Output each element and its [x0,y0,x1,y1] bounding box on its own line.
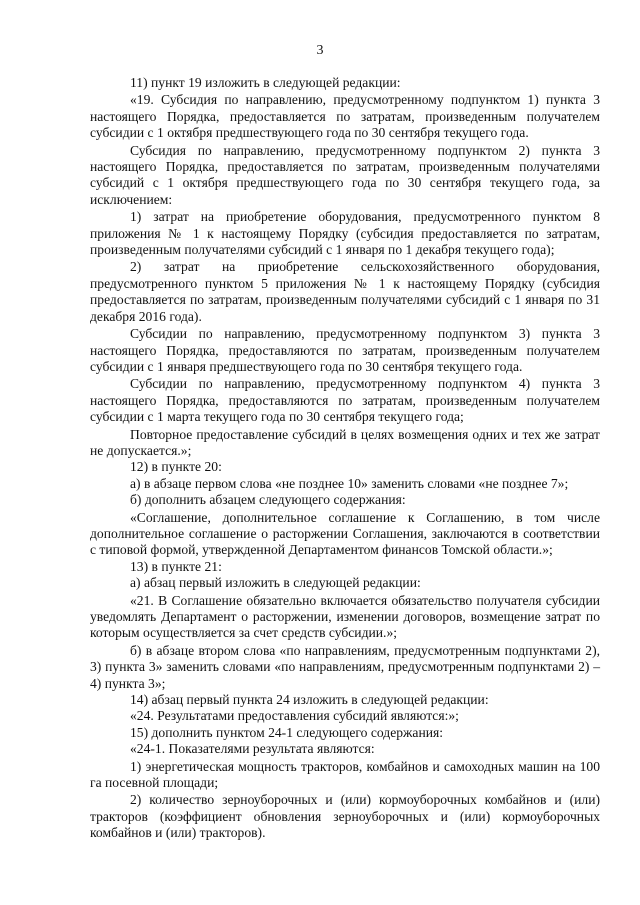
paragraph-exception-2: 2) затрат на приобретение сельскохозяйственного оборудования, предусмотренного пунктом 5 приложения № 1 к настоящему Порядку (субсидия предоставляется по затратам, произведенным получателями субсидий с 1 января по 31 декабря 2016 года). [90,259,600,324]
document-body [90,75,600,842]
paragraph-item-12a: а) в абзаце первом слова «не позднее 10» заменить словами «не позднее 7»; [130,475,569,491]
paragraph-item-13a: а) абзац первый изложить в следующей редакции: [130,575,421,591]
paragraph-agreement: «Соглашение, дополнительное соглашение к Соглашению, в том числе дополнительное соглашение о расторжении Соглашения, заключаются в соответствии с типовой формой, утвержденной Департаментом финансов Томской области.»; [90,509,600,558]
paragraph-subsidy-4: Субсидии по направлению, предусмотренному подпунктом 4) пункта 3 настоящего Порядка, предоставляются по затратам, произведенным получателем субсидии с 1 марта текущего года по 30 сентября текущего года; [90,376,600,425]
paragraph-item-13b: б) в абзаце втором слова «по направлениям, предусмотренным подпунктами 2), 3) пункта 3» заменить словами «по направлениям, предусмотренным подпунктами 2) – 4) пункта 3»; [90,642,600,691]
paragraph-indicator-2: 2) количество зерноуборочных и (или) кормоуборочных комбайнов и (или) тракторов (коэффициент обновления зерноуборочных и (или) кормоуборочных комбайнов и (или) тракторов). [90,792,600,841]
paragraph-point-19: «19. Субсидия по направлению, предусмотренному подпунктом 1) пункта 3 настоящего Порядка, предоставляется по затратам, произведенным получателем субсидии с 1 октября предшествующего года по 30 сентября текущего года. [90,92,600,141]
paragraph-subsidy-2: Субсидия по направлению, предусмотренному подпунктом 2) пункта 3 настоящего Порядка, предоставляется по затратам, произведенным получателями субсидий с 1 октября предшествующего года по 30 сентября текущего года, за исключением: [90,142,600,207]
paragraph-repeat-ban: Повторное предоставление субсидий в целях возмещения одних и тех же затрат не допускается.»; [90,426,600,458]
paragraph-indicator-1: 1) энергетическая мощность тракторов, комбайнов и самоходных машин на 100 га посевной площади; [90,758,600,791]
paragraph-point-24: «24. Результатами предоставления субсидий являются:»; [130,708,459,724]
page-number: 3 [316,43,324,58]
paragraph-item-11: 11) пункт 19 изложить в следующей редакции: [130,75,401,90]
paragraph-point-24-1: «24-1. Показателями результата являются: [130,741,375,757]
paragraph-item-12: 12) в пункте 20: [130,459,222,475]
paragraph-item-14: 14) абзац первый пункта 24 изложить в следующей редакции: [130,692,489,708]
paragraph-point-21: «21. В Соглашение обязательно включается обязательство получателя субсидии уведомлять Департамент о расторжении, изменении договоров, возмещение затрат по которым осуществляется за счет средств субсидии.»; [90,592,600,641]
paragraph-exception-1: 1) затрат на приобретение оборудования, предусмотренного пунктом 8 приложения № 1 к настоящему Порядку (субсидия предоставляется по затратам, произведенным получателями субсидий с 1 января по 1 декабря текущего года); [90,209,600,258]
paragraph-subsidy-3: Субсидии по направлению, предусмотренному подпунктом 3) пункта 3 настоящего Порядка, предоставляются по затратам, произведенным получателем субсидии с 1 января предшествующего года по 30 сентября текущего года. [90,326,600,374]
paragraph-item-13: 13) в пункте 21: [130,558,222,574]
paragraph-item-15: 15) дополнить пунктом 24-1 следующего содержания: [130,724,444,740]
paragraph-item-12b: б) дополнить абзацем следующего содержания: [130,492,406,508]
